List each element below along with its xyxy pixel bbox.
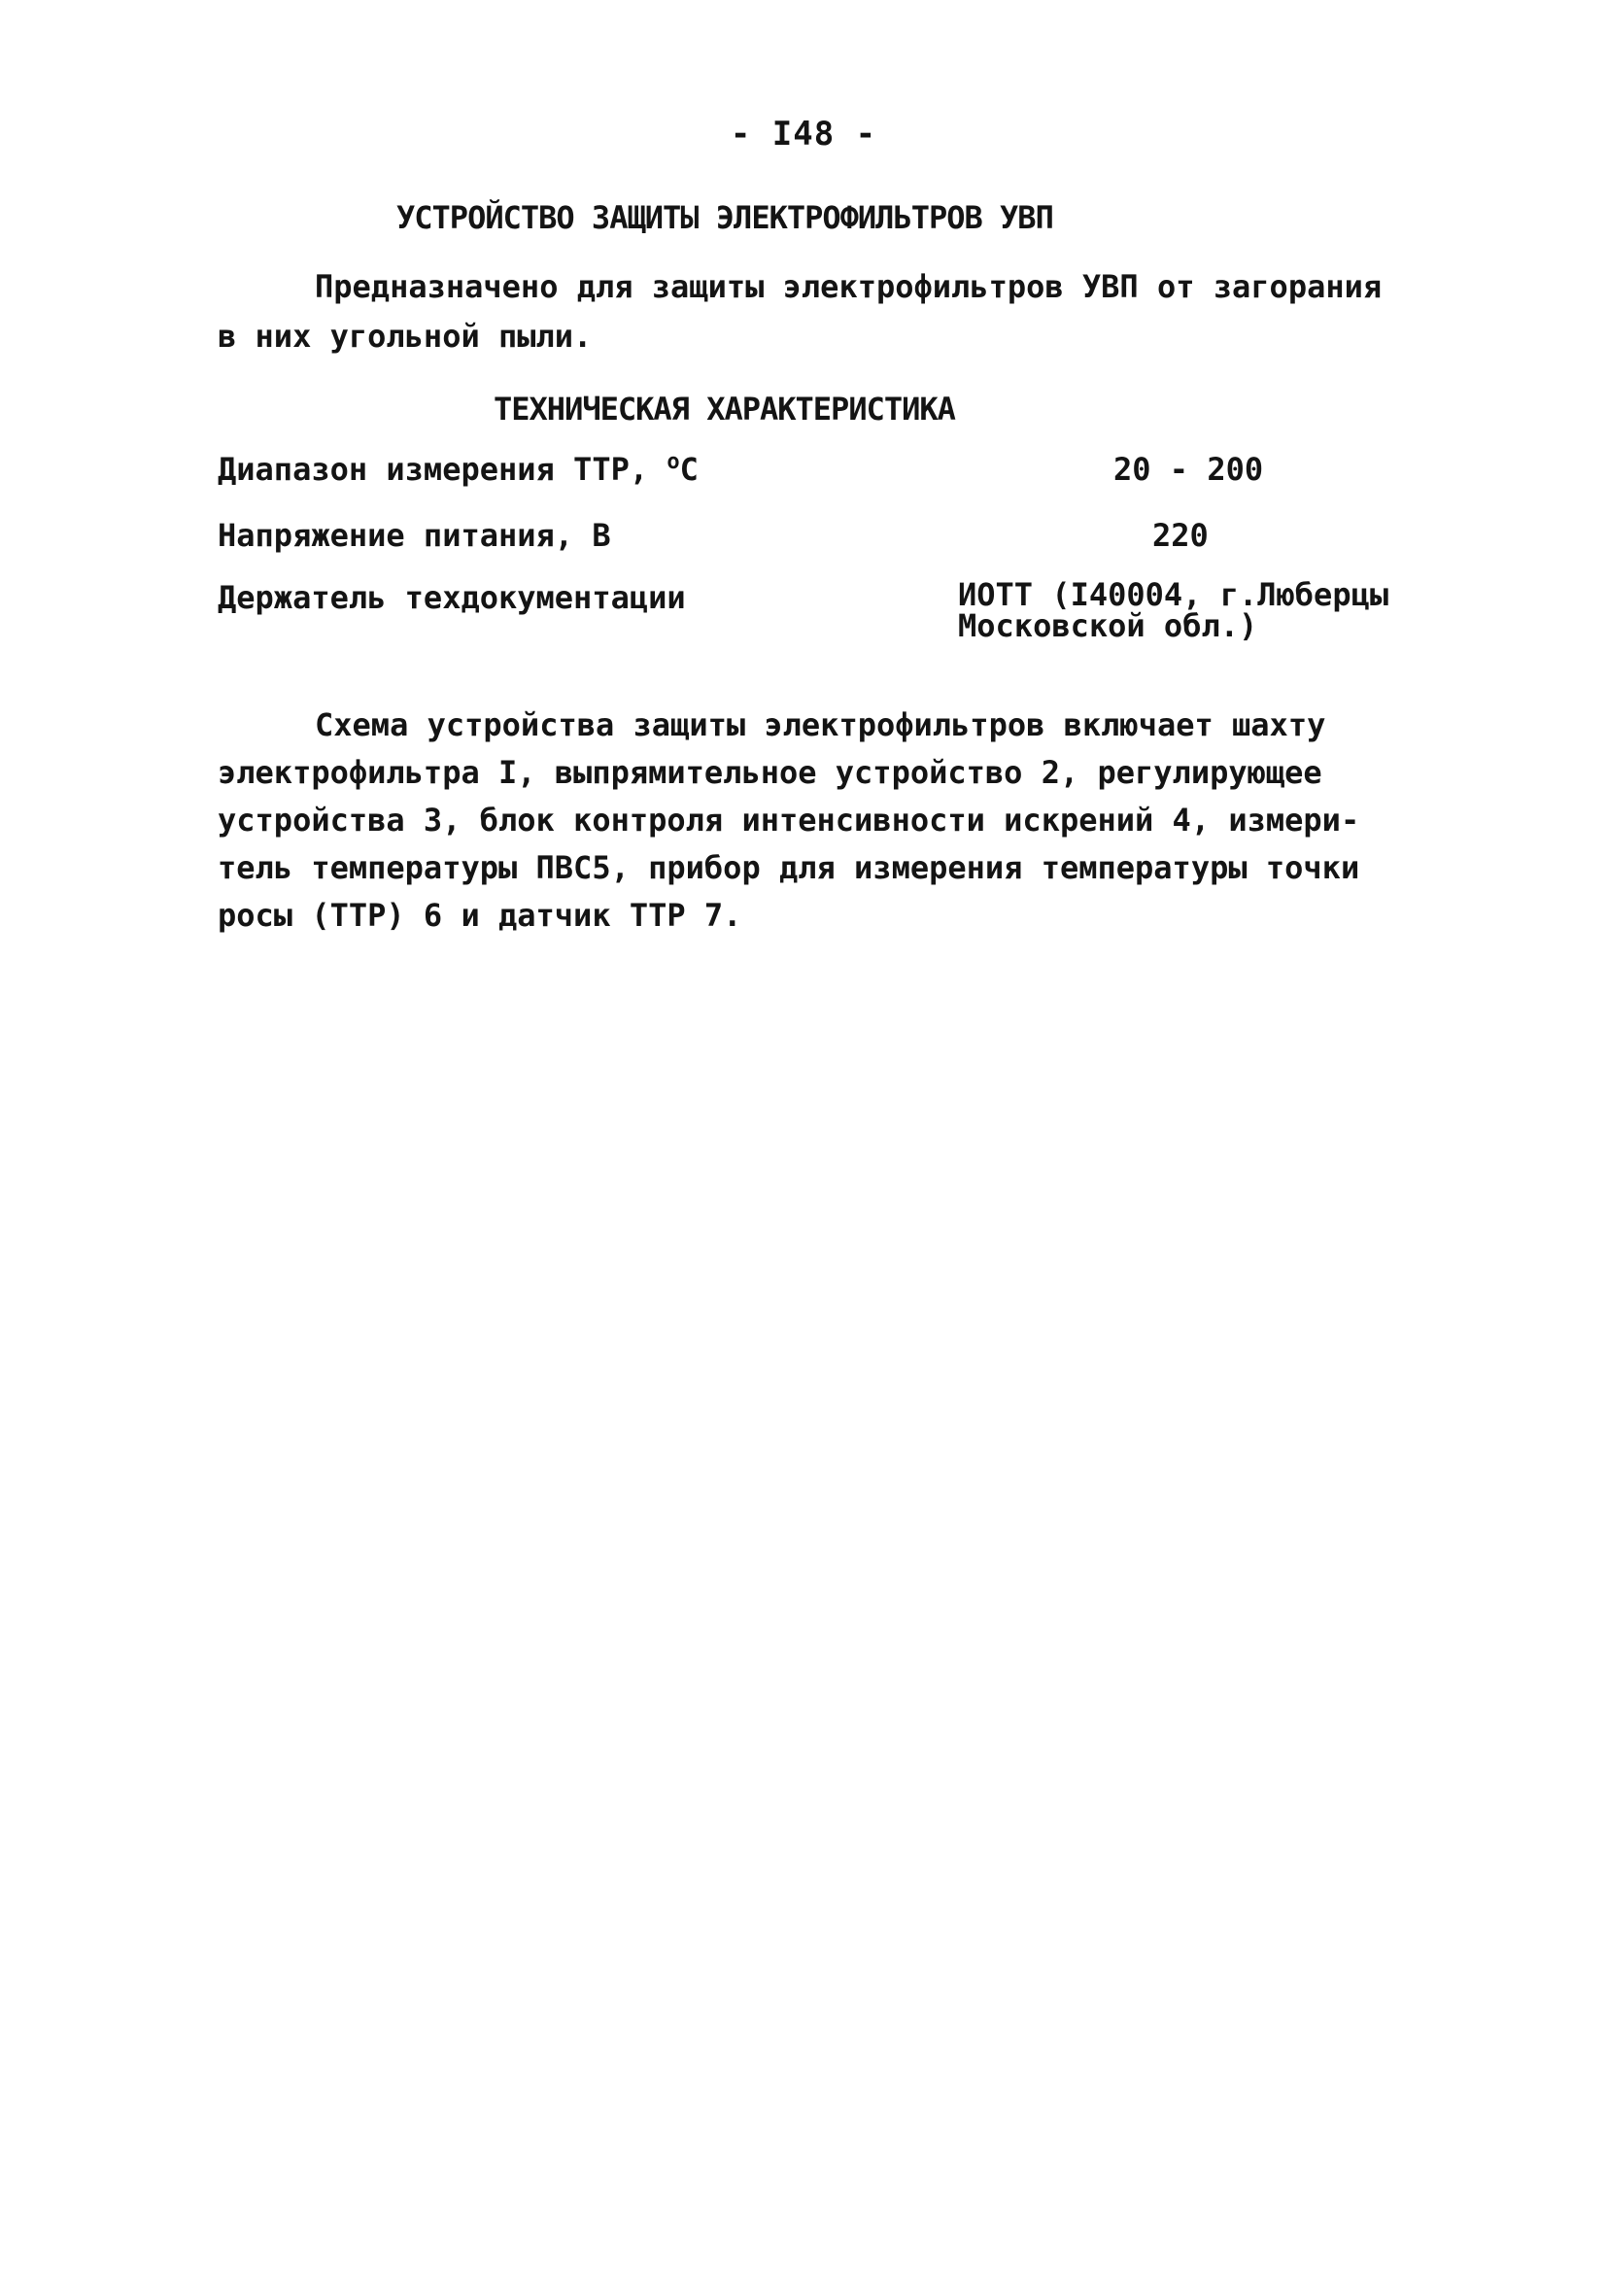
spec-label-text: Диапазон измерения ТТР, (218, 451, 649, 488)
body-paragraph (218, 702, 1432, 940)
document-title: УСТРОЙСТВО ЗАЩИТЫ ЭЛЕКТРОФИЛЬТРОВ УВП (396, 199, 1053, 236)
intro-line-2: в них угольной пыли. (218, 318, 593, 355)
spec-value (958, 576, 1389, 644)
page-number: - I48 - (730, 115, 877, 154)
spec-value: 220 (1152, 517, 1209, 554)
unit-degree: o (667, 450, 680, 474)
body-line: Схема устройства защиты электрофильтров включает шахту (315, 706, 1326, 743)
spec-value: 20 - 200 (1113, 451, 1264, 488)
body-line: тель температуры ПВС5, прибор для измерения температуры точки (218, 849, 1360, 886)
spec-value-line-2: Московской обл.) (958, 607, 1258, 644)
spec-label (218, 451, 699, 488)
spec-label: Держатель техдокументации (218, 579, 686, 616)
unit-celsius: C (679, 451, 699, 488)
body-line: электрофильтра I, выпрямительное устройство 2, регулирующее (218, 754, 1322, 791)
intro-paragraph (218, 262, 1432, 361)
spec-label: Напряжение питания, В (218, 517, 611, 554)
intro-line-1: Предназначено для защиты электрофильтров УВП от загорания (315, 268, 1383, 305)
spec-heading: ТЕХНИЧЕСКАЯ ХАРАКТЕРИСТИКА (494, 391, 955, 428)
body-line: росы (ТТР) 6 и датчик ТТР 7. (218, 897, 742, 934)
spec-value-line-1: ИОТТ (I40004, г.Люберцы (958, 576, 1389, 613)
body-line: устройства 3, блок контроля интенсивности искрений 4, измери- (218, 802, 1360, 839)
